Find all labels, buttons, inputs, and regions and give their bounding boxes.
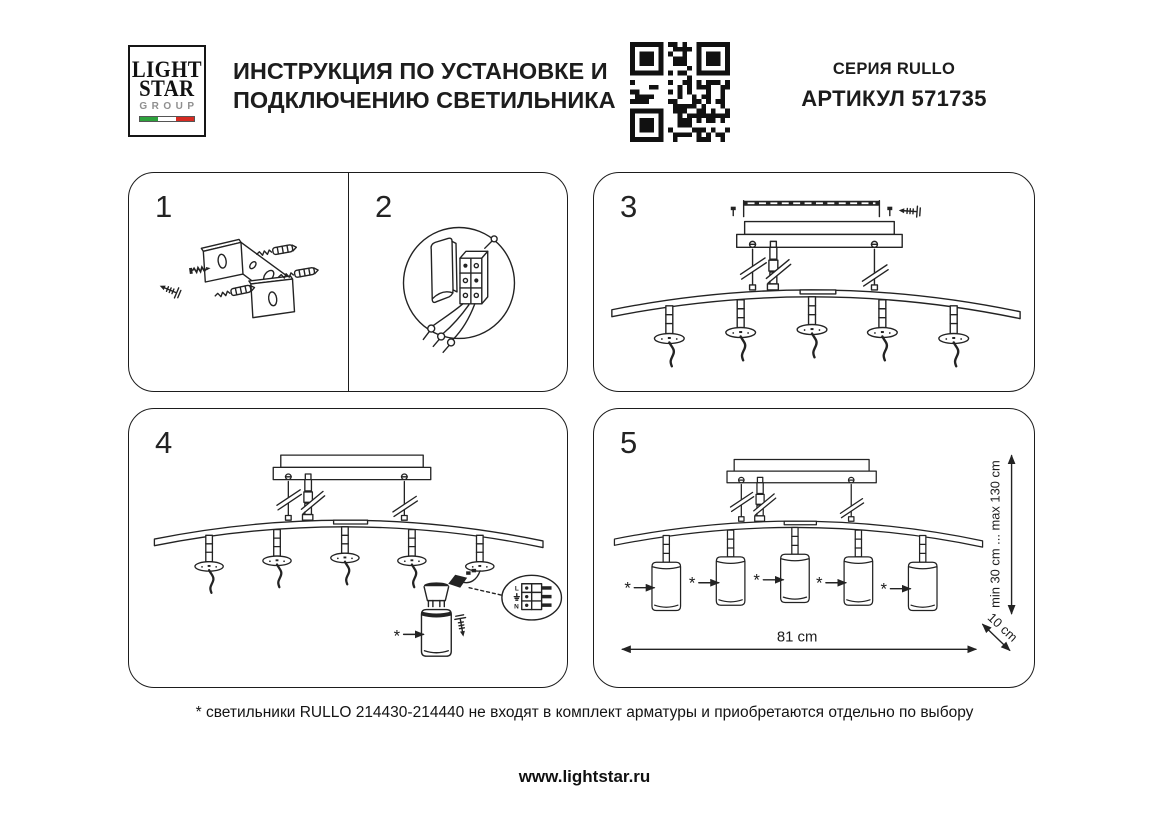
lamp-drawing bbox=[421, 582, 451, 656]
asterisk-marker: * bbox=[753, 570, 760, 590]
screw-icon bbox=[898, 205, 920, 217]
logo-word-light: LIGHT bbox=[131, 57, 203, 82]
dimension-height bbox=[988, 456, 1012, 614]
bracket-drawing bbox=[158, 239, 319, 317]
lightstar-logo bbox=[128, 45, 206, 137]
step-5-panel bbox=[593, 408, 1035, 688]
page-title bbox=[233, 57, 616, 115]
step-4-diagram bbox=[129, 409, 567, 687]
step-3-diagram bbox=[594, 173, 1034, 391]
step-1-2-diagram bbox=[129, 173, 567, 391]
step-5-diagram bbox=[594, 409, 1034, 687]
flag-red bbox=[176, 117, 194, 121]
asterisk-marker: * bbox=[393, 626, 401, 646]
asterisk-marker: * bbox=[880, 579, 888, 599]
dim-width-label: 81 cm bbox=[776, 629, 818, 646]
series-label: СЕРИЯ RULLO bbox=[832, 60, 956, 78]
terminal-label-neutral: N bbox=[514, 603, 519, 611]
step-1-number: 1 bbox=[155, 189, 173, 224]
asterisk-marker: * bbox=[815, 573, 823, 593]
step-3-number: 3 bbox=[620, 189, 638, 224]
mounting-rail bbox=[731, 201, 893, 217]
article-number: АРТИКУЛ 571735 bbox=[801, 86, 987, 111]
screw-icon bbox=[454, 615, 468, 638]
earth-symbol-icon bbox=[514, 594, 519, 601]
flag-white bbox=[158, 117, 176, 121]
website-url: www.lightstar.ru bbox=[518, 767, 651, 786]
step-5-number: 5 bbox=[620, 425, 638, 460]
flag-green bbox=[140, 117, 158, 121]
asterisk-marker: * bbox=[688, 573, 696, 593]
logo-word-group: GROUP bbox=[139, 101, 199, 112]
asterisk-marker: * bbox=[624, 578, 631, 598]
dimension-depth bbox=[983, 610, 1021, 651]
fixture-drawing bbox=[614, 460, 982, 611]
qr-code bbox=[630, 42, 730, 142]
fixture-drawing bbox=[154, 455, 543, 593]
dim-height-label: min 30 cm ... max 130 cm bbox=[987, 460, 1003, 608]
product-info bbox=[788, 60, 1000, 112]
footnote: * светильники RULLO 214430-214440 не входят в комплект арматуры и приобретаются отдельно по выбору bbox=[195, 704, 974, 721]
terminal-detail bbox=[502, 575, 562, 620]
step-1-2-panel bbox=[128, 172, 568, 392]
wiring-detail-drawing bbox=[403, 228, 514, 353]
connector-drawing bbox=[448, 569, 504, 596]
title-line-1: ИНСТРУКЦИЯ ПО УСТАНОВКЕ И bbox=[233, 58, 608, 84]
step-4-panel bbox=[128, 408, 568, 688]
logo-word-star: STAR bbox=[139, 76, 195, 101]
step-4-number: 4 bbox=[155, 425, 173, 460]
step-3-panel bbox=[593, 172, 1035, 392]
terminal-label-live: L bbox=[514, 585, 519, 593]
italian-flag bbox=[139, 116, 195, 122]
title-line-2: ПОДКЛЮЧЕНИЮ СВЕТИЛЬНИКА bbox=[233, 87, 616, 113]
screw-icon bbox=[158, 281, 182, 299]
dim-depth-label: 10 cm bbox=[984, 609, 1021, 645]
dimension-width bbox=[622, 629, 975, 649]
step-2-number: 2 bbox=[375, 189, 393, 224]
fixture-drawing bbox=[612, 222, 1020, 367]
